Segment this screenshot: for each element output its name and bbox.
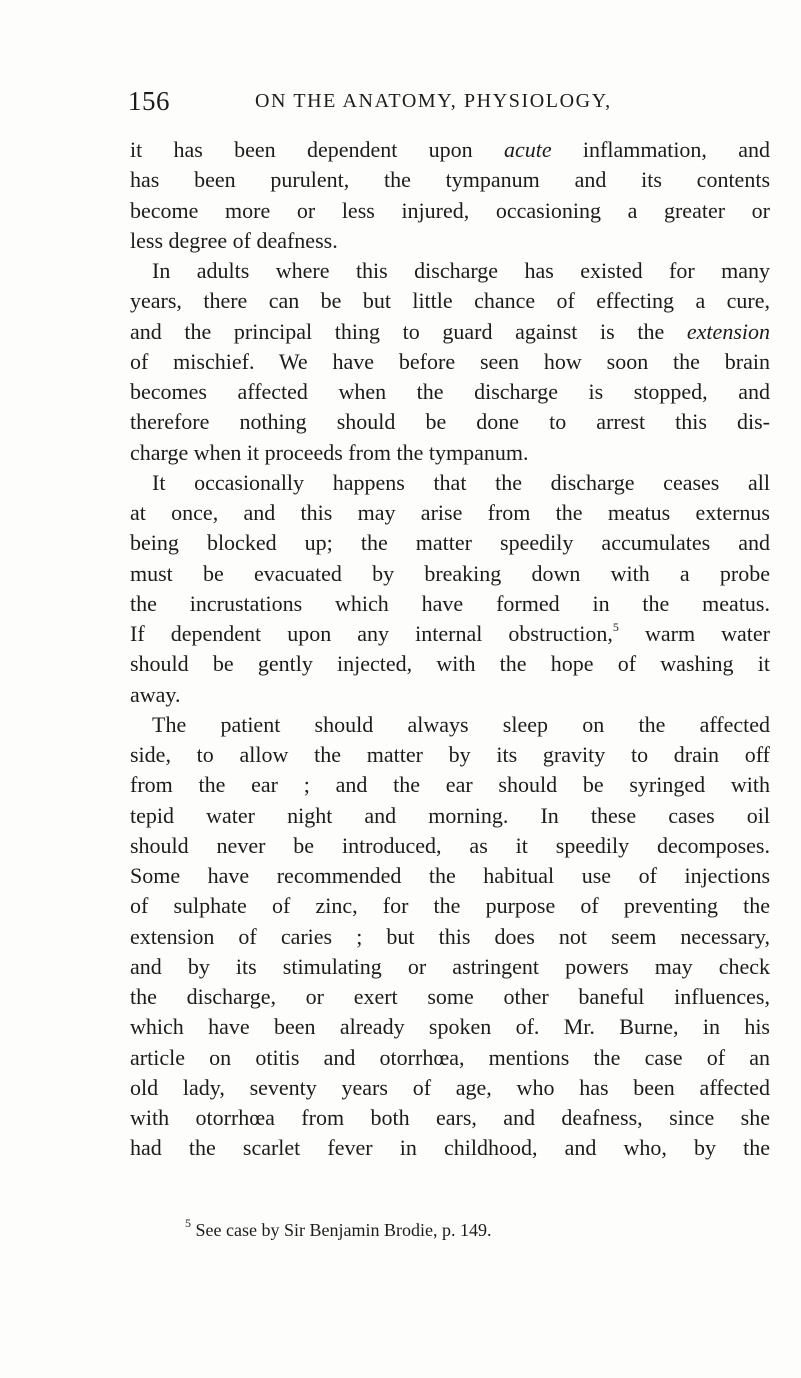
text-run: less degree of deafness. (130, 227, 338, 253)
text-run: the incrustations which have formed in the meatus. (130, 590, 770, 616)
text-line (130, 498, 770, 528)
text-line (130, 347, 770, 377)
running-head (128, 86, 688, 120)
text-run: extension of caries ; but this does not seem necessary, (130, 923, 770, 949)
italic-text: acute (503, 137, 552, 162)
text-line (130, 528, 770, 558)
running-head-title: ON THE ANATOMY, PHYSIOLOGY, (255, 90, 612, 112)
text-run: therefore nothing should be done to arrest this dis- (130, 409, 770, 435)
text-run: becomes affected when the discharge is stopped, and (130, 379, 770, 404)
text-line (130, 286, 770, 316)
text-run: has been purulent, the tympanum and its contents (130, 167, 770, 193)
text-line (130, 438, 770, 468)
text-line (130, 1012, 770, 1042)
text-run: warm water (618, 621, 770, 646)
text-run: and by its stimulating or astringent powers may check (130, 953, 770, 979)
text-line (130, 649, 770, 679)
text-line (130, 317, 770, 347)
text-line (130, 770, 770, 800)
text-line (130, 680, 770, 710)
text-run: charge when it proceeds from the tympanum. (130, 439, 529, 465)
text-line (130, 952, 770, 982)
text-run: should be gently injected, with the hope of washing it (130, 651, 770, 677)
text-line (130, 1043, 770, 1073)
text-line (130, 1133, 770, 1163)
text-run: of sulphate of zinc, for the purpose of preventing the (130, 893, 770, 919)
body-text (130, 135, 770, 1164)
text-run: Some have recommended the habitual use of injections (130, 863, 770, 888)
footnote-marker: 5 (185, 1216, 191, 1230)
text-line (130, 468, 770, 498)
page-number: 156 (128, 86, 170, 116)
text-line (130, 831, 770, 861)
text-run: In adults where this discharge has existed for many (152, 258, 770, 283)
text-run: inflammation, and (551, 137, 770, 162)
text-run: the discharge, or exert some other baneful influences, (130, 984, 770, 1009)
text-line (130, 1073, 770, 1103)
text-run: at once, and this may arise from the meatus externus (130, 500, 770, 525)
text-run: If dependent upon any internal obstruction, (130, 621, 613, 646)
text-run: which have been already spoken of. Mr. Burne, in his (130, 1014, 770, 1040)
text-run: with otorrhœa from both ears, and deafness, since she (130, 1105, 770, 1130)
text-run: tepid water night and morning. In these cases oil (130, 802, 770, 828)
text-run: away. (130, 681, 181, 707)
text-line (130, 891, 770, 921)
text-run: article on otitis and otorrhœa, mentions the case of an (130, 1044, 770, 1070)
text-run: The patient should always sleep on the affected (152, 711, 770, 737)
text-line (130, 135, 770, 165)
italic-text: extension (686, 318, 770, 344)
text-run: years, there can be but little chance of effecting a cure, (130, 288, 770, 314)
text-line (130, 377, 770, 407)
text-run: side, to allow the matter by its gravity to drain off (130, 742, 770, 767)
text-run: old lady, seventy years of age, who has been affected (130, 1074, 770, 1100)
text-line (130, 256, 770, 286)
text-line (130, 226, 770, 256)
text-run: had the scarlet fever in childhood, and who, by the (130, 1135, 770, 1161)
text-run: become more or less injured, occasioning a greater or (130, 197, 770, 223)
text-line (130, 861, 770, 891)
text-line (130, 196, 770, 226)
footnote-reference: 5 (612, 619, 619, 634)
text-line (130, 559, 770, 589)
text-run: being blocked up; the matter speedily accumulates and (130, 530, 770, 556)
text-line (130, 982, 770, 1012)
text-line (130, 740, 770, 770)
text-line (130, 801, 770, 831)
text-line (130, 619, 770, 649)
text-line (130, 165, 770, 195)
text-line (130, 922, 770, 952)
text-line (130, 407, 770, 437)
text-run: it has been dependent upon (130, 137, 504, 162)
text-line (130, 589, 770, 619)
text-run: of mischief. We have before seen how soon the brain (130, 348, 770, 374)
footnote-text: See case by Sir Benjamin Brodie, p. 149. (195, 1220, 492, 1240)
footnote (185, 1218, 745, 1242)
text-run: should never be introduced, as it speedily decomposes. (130, 832, 770, 858)
text-run: must be evacuated by breaking down with a probe (130, 560, 770, 586)
text-line (130, 1103, 770, 1133)
text-run: It occasionally happens that the discharge ceases all (152, 469, 770, 495)
text-line (130, 710, 770, 740)
text-run: from the ear ; and the ear should be syringed with (130, 772, 770, 798)
text-run: and the principal thing to guard against is the (130, 318, 687, 344)
